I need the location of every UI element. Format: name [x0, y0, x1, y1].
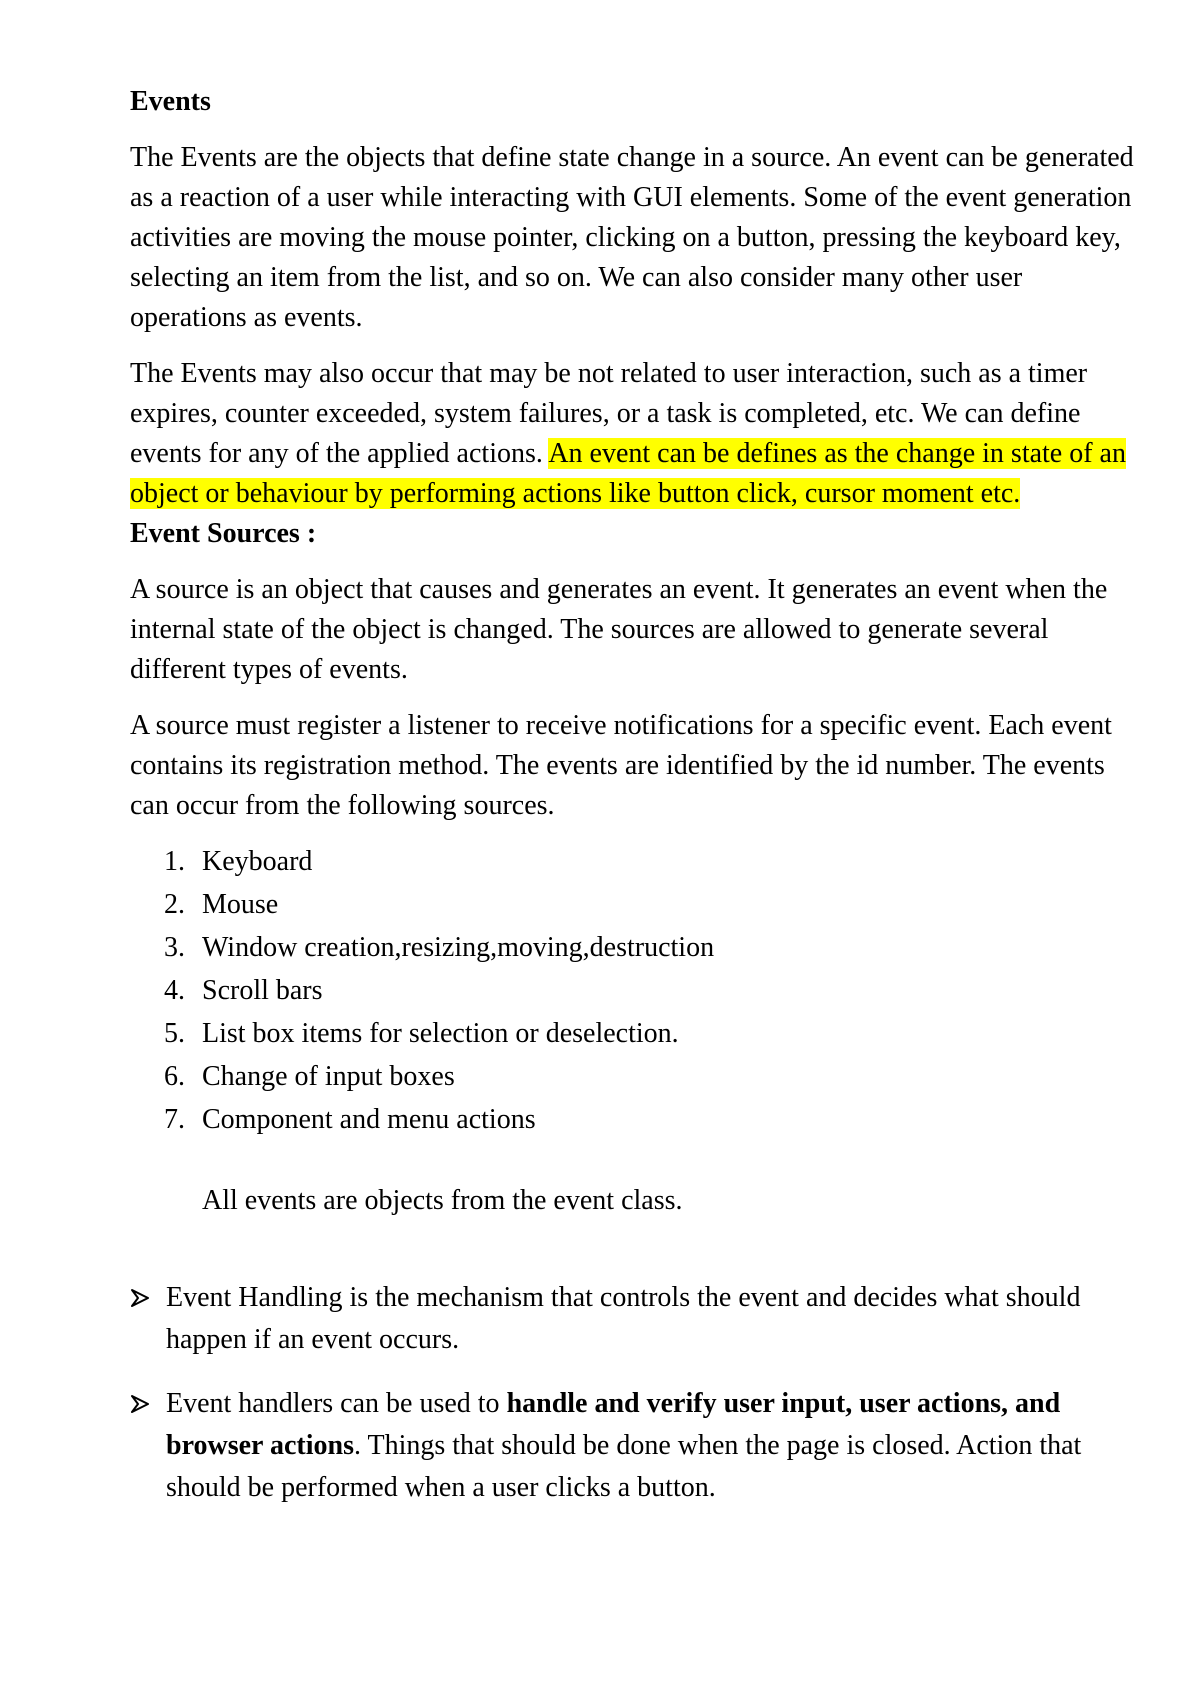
list-item-text: Mouse	[202, 889, 279, 920]
event-handling-bullets	[130, 1277, 1140, 1509]
arrow-bullet-icon	[130, 1394, 150, 1414]
list-item	[164, 1098, 1140, 1141]
list-item-number: 6.	[164, 1061, 185, 1092]
list-item-number: 3.	[164, 932, 185, 963]
list-item	[164, 840, 1140, 883]
events-paragraph-2-text: The Events may also occur that may be not related to user interaction, such as a timer expires, counter exceeded, system failures, or a task is completed, etc. We can define events for any of the applied actions.	[130, 358, 1088, 469]
list-item-number: 1.	[164, 846, 185, 877]
list-item-number: 4.	[164, 975, 185, 1006]
list-item-text: List box items for selection or deselection.	[202, 1018, 679, 1049]
list-item	[164, 1012, 1140, 1055]
bullet-item-event-handlers	[130, 1383, 1140, 1509]
document-body	[130, 82, 1140, 1531]
list-item-number: 2.	[164, 889, 185, 920]
list-item	[164, 969, 1140, 1012]
event-sources-list	[130, 840, 1140, 1141]
list-item-text: Component and menu actions	[202, 1104, 536, 1135]
list-item	[164, 1055, 1140, 1098]
event-class-note: All events are objects from the event class.	[202, 1185, 683, 1216]
event-sources-heading: Event Sources :	[130, 518, 317, 549]
list-item-text: Keyboard	[202, 846, 313, 877]
list-item-number: 7.	[164, 1104, 185, 1135]
bullet-item-event-handling	[130, 1277, 1140, 1361]
bullet-text-bold: handle and verify user input, user actions, and browser actions	[166, 1388, 1061, 1461]
bullet-text-start: Event handlers can be used to	[166, 1388, 507, 1419]
list-item-text: Change of input boxes	[202, 1061, 455, 1092]
bullet-text: Event Handling is the mechanism that controls the event and decides what should happen if an event occurs.	[166, 1282, 1081, 1355]
bullet-text-end: . Things that should be done when the page is closed. Action that should be performed when a user clicks a button.	[166, 1430, 1082, 1503]
list-item	[164, 926, 1140, 969]
events-paragraph-1: The Events are the objects that define state change in a source. An event can be generated as a reaction of a user while interacting with GUI elements. Some of the event generation activities are moving the mouse pointer, clicking on a button, pressing the keyboard key, selecting an item from the list, and so on. We can also consider many other user operations as events.	[130, 142, 1134, 333]
events-paragraph-2	[130, 354, 1140, 514]
sources-paragraph-2: A source must register a listener to receive notifications for a specific event. Each event contains its registration method. The events are identified by the id number. The events can occur from the following sources.	[130, 710, 1112, 821]
events-heading: Events	[130, 86, 211, 117]
list-item-text: Scroll bars	[202, 975, 323, 1006]
list-item	[164, 883, 1140, 926]
highlighted-definition: An event can be defines as the change in state of an object or behaviour by performing actions like button click, cursor moment etc.	[130, 438, 1126, 509]
list-item-text: Window creation,resizing,moving,destruction	[202, 932, 715, 963]
sources-paragraph-1: A source is an object that causes and generates an event. It generates an event when the internal state of the object is changed. The sources are allowed to generate several different types of events.	[130, 574, 1108, 685]
list-item-number: 5.	[164, 1018, 185, 1049]
arrow-bullet-icon	[130, 1288, 150, 1308]
